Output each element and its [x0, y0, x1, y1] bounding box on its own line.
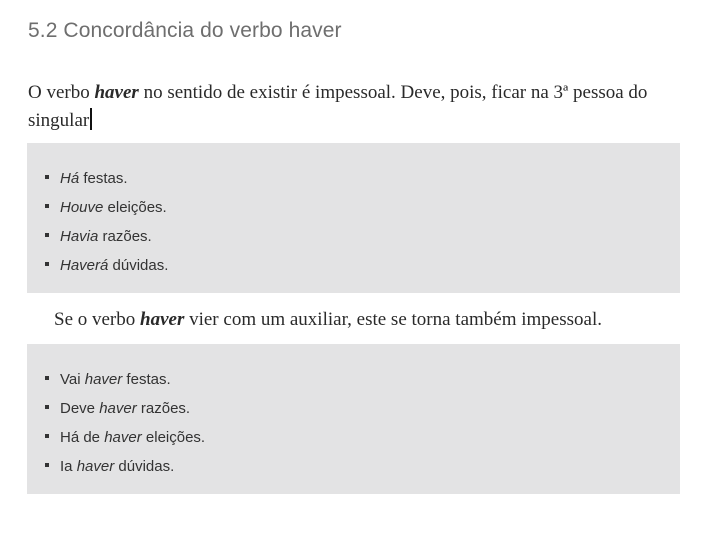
examples-list-impersonal — [45, 164, 168, 280]
list-item: Houve eleições. — [45, 193, 168, 222]
bullet-icon — [45, 405, 49, 409]
bullet-icon — [45, 376, 49, 380]
examples-list-auxiliary — [45, 365, 205, 481]
list-item: Há de haver eleições. — [45, 423, 205, 452]
text-cursor — [90, 108, 92, 130]
section-title: 5.2 Concordância do verbo haver — [28, 19, 342, 42]
bullet-icon — [45, 463, 49, 467]
list-item: Há festas. — [45, 164, 168, 193]
bullet-icon — [45, 233, 49, 237]
middle-text-end: vier com um auxiliar, este se torna também impessoal. — [184, 309, 602, 330]
intro-text-end: no sentido de existir é impessoal. Deve, pois, ficar na 3ª pessoa do singular — [28, 82, 648, 131]
examples-box-auxiliary — [27, 344, 680, 494]
list-item: Havia razões. — [45, 222, 168, 251]
intro-emphasis: haver — [94, 82, 139, 103]
list-item: Vai haver festas. — [45, 365, 205, 394]
auxiliary-rule-paragraph — [54, 309, 602, 331]
intro-text-start: O verbo — [28, 82, 95, 103]
bullet-icon — [45, 175, 49, 179]
middle-text-start: Se o verbo — [54, 309, 141, 330]
intro-paragraph — [28, 79, 708, 135]
bullet-icon — [45, 434, 49, 438]
bullet-icon — [45, 262, 49, 266]
middle-emphasis: haver — [140, 309, 185, 330]
list-item: Haverá dúvidas. — [45, 251, 168, 280]
bullet-icon — [45, 204, 49, 208]
examples-box-impersonal — [27, 143, 680, 293]
list-item: Ia haver dúvidas. — [45, 452, 205, 481]
list-item: Deve haver razões. — [45, 394, 205, 423]
